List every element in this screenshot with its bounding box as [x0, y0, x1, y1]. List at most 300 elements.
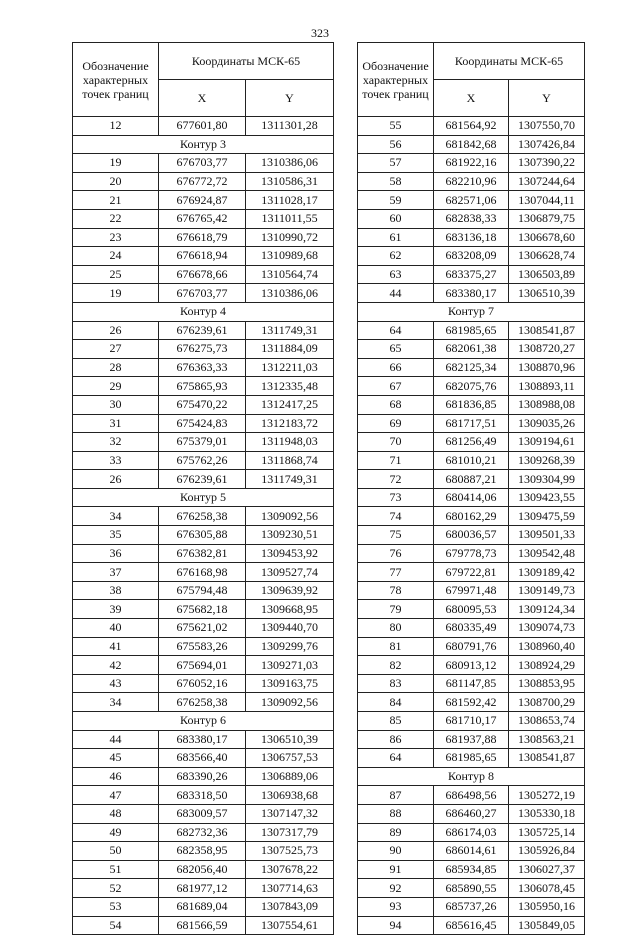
- y-coordinate: 1306503,89: [509, 265, 585, 284]
- table-row: [358, 265, 585, 284]
- y-coordinate: 1309189,42: [509, 563, 585, 582]
- point-number: 94: [358, 916, 434, 935]
- table-row: [358, 637, 585, 656]
- x-coordinate: 676703,77: [159, 284, 246, 303]
- x-coordinate: 681937,88: [434, 730, 509, 749]
- table-row: [73, 600, 334, 619]
- y-coordinate: 1309124,34: [509, 600, 585, 619]
- y-coordinate: 1311749,31: [246, 470, 334, 489]
- table-row: [73, 823, 334, 842]
- point-number: 70: [358, 433, 434, 452]
- point-number: 36: [73, 544, 159, 563]
- point-number: 86: [358, 730, 434, 749]
- point-number: 28: [73, 358, 159, 377]
- table-row: [73, 451, 334, 470]
- x-coordinate: 681710,17: [434, 712, 509, 731]
- x-coordinate: 677601,80: [159, 117, 246, 136]
- y-coordinate: 1310990,72: [246, 228, 334, 247]
- y-coordinate: 1305926,84: [509, 842, 585, 861]
- point-number: 22: [73, 209, 159, 228]
- x-coordinate: 680414,06: [434, 488, 509, 507]
- y-coordinate: 1305330,18: [509, 804, 585, 823]
- point-number: 43: [73, 674, 159, 693]
- x-coordinate: 676382,81: [159, 544, 246, 563]
- table-row: [358, 804, 585, 823]
- y-coordinate: 1309668,95: [246, 600, 334, 619]
- x-coordinate: 676239,61: [159, 470, 246, 489]
- x-header: X: [434, 80, 509, 117]
- table-row: [358, 619, 585, 638]
- table-row: [73, 209, 334, 228]
- x-coordinate: 680887,21: [434, 470, 509, 489]
- y-coordinate: 1306628,74: [509, 247, 585, 266]
- table-row: [73, 321, 334, 340]
- x-coordinate: 676678,66: [159, 265, 246, 284]
- table-row: [73, 674, 334, 693]
- table-row: [358, 488, 585, 507]
- y-coordinate: 1309194,61: [509, 433, 585, 452]
- point-number: 48: [73, 804, 159, 823]
- y-coordinate: 1305849,05: [509, 916, 585, 935]
- x-coordinate: 682571,06: [434, 191, 509, 210]
- table-row: [358, 358, 585, 377]
- point-number: 76: [358, 544, 434, 563]
- table-row: [358, 135, 585, 154]
- table-row: [358, 860, 585, 879]
- y-coordinate: 1308870,96: [509, 358, 585, 377]
- y-coordinate: 1307678,22: [246, 860, 334, 879]
- point-number: 77: [358, 563, 434, 582]
- table-body-left: [73, 117, 334, 935]
- x-coordinate: 676618,79: [159, 228, 246, 247]
- table-row: [358, 897, 585, 916]
- x-coordinate: 676052,16: [159, 674, 246, 693]
- y-coordinate: 1309035,26: [509, 414, 585, 433]
- table-row: [73, 804, 334, 823]
- table-row: [73, 693, 334, 712]
- x-coordinate: 676258,38: [159, 693, 246, 712]
- y-coordinate: 1311749,31: [246, 321, 334, 340]
- x-coordinate: 680913,12: [434, 656, 509, 675]
- y-coordinate: 1306938,68: [246, 786, 334, 805]
- table-row: [358, 823, 585, 842]
- y-coordinate: 1309453,92: [246, 544, 334, 563]
- y-coordinate: 1308988,08: [509, 395, 585, 414]
- table-row: [358, 247, 585, 266]
- point-number: 56: [358, 135, 434, 154]
- y-coordinate: 1310386,06: [246, 284, 334, 303]
- y-coordinate: 1312335,48: [246, 377, 334, 396]
- point-number: 24: [73, 247, 159, 266]
- x-coordinate: 682732,36: [159, 823, 246, 842]
- x-coordinate: 682838,33: [434, 209, 509, 228]
- y-coordinate: 1308563,21: [509, 730, 585, 749]
- y-coordinate: 1309304,99: [509, 470, 585, 489]
- y-coordinate: 1309501,33: [509, 526, 585, 545]
- contour-label: Контур 6: [73, 712, 334, 731]
- y-coordinate: 1307554,61: [246, 916, 334, 935]
- x-coordinate: 675865,93: [159, 377, 246, 396]
- x-coordinate: 680335,49: [434, 619, 509, 638]
- point-number: 58: [358, 172, 434, 191]
- table-row: [358, 879, 585, 898]
- point-number: 44: [73, 730, 159, 749]
- table-row: [358, 321, 585, 340]
- x-coordinate: 676618,94: [159, 247, 246, 266]
- x-coordinate: 683566,40: [159, 749, 246, 768]
- point-number: 82: [358, 656, 434, 675]
- x-coordinate: 679778,73: [434, 544, 509, 563]
- contour-row: [358, 767, 585, 786]
- point-number: 25: [73, 265, 159, 284]
- y-coordinate: 1311301,28: [246, 117, 334, 136]
- x-coordinate: 685737,26: [434, 897, 509, 916]
- x-header: X: [159, 80, 246, 117]
- table-row: [73, 544, 334, 563]
- point-number: 81: [358, 637, 434, 656]
- table-row: [73, 526, 334, 545]
- x-coordinate: 681010,21: [434, 451, 509, 470]
- y-coordinate: 1309149,73: [509, 581, 585, 600]
- point-number: 21: [73, 191, 159, 210]
- point-number: 57: [358, 154, 434, 173]
- x-coordinate: 686498,56: [434, 786, 509, 805]
- point-number: 60: [358, 209, 434, 228]
- y-coordinate: 1311011,55: [246, 209, 334, 228]
- y-coordinate: 1306879,75: [509, 209, 585, 228]
- table-row: [358, 842, 585, 861]
- x-coordinate: 675762,26: [159, 451, 246, 470]
- contour-label: Контур 8: [358, 767, 585, 786]
- x-coordinate: 681922,16: [434, 154, 509, 173]
- table-row: [358, 600, 585, 619]
- y-coordinate: 1309475,59: [509, 507, 585, 526]
- x-coordinate: 676363,33: [159, 358, 246, 377]
- point-number: 80: [358, 619, 434, 638]
- table-row: [73, 414, 334, 433]
- y-coordinate: 1309440,70: [246, 619, 334, 638]
- point-number: 45: [73, 749, 159, 768]
- point-number: 38: [73, 581, 159, 600]
- table-row: [73, 860, 334, 879]
- y-coordinate: 1306027,37: [509, 860, 585, 879]
- x-coordinate: 683375,27: [434, 265, 509, 284]
- x-coordinate: 683136,18: [434, 228, 509, 247]
- y-coordinate: 1307390,22: [509, 154, 585, 173]
- point-number: 47: [73, 786, 159, 805]
- point-number: 66: [358, 358, 434, 377]
- y-coordinate: 1309230,51: [246, 526, 334, 545]
- x-coordinate: 681977,12: [159, 879, 246, 898]
- table-row: [73, 191, 334, 210]
- x-coordinate: 675682,18: [159, 600, 246, 619]
- table-row: [73, 637, 334, 656]
- y-coordinate: 1311884,09: [246, 340, 334, 359]
- x-coordinate: 681592,42: [434, 693, 509, 712]
- y-coordinate: 1307525,73: [246, 842, 334, 861]
- y-coordinate: 1309271,03: [246, 656, 334, 675]
- y-coordinate: 1308924,29: [509, 656, 585, 675]
- table-row: [73, 340, 334, 359]
- point-number: 74: [358, 507, 434, 526]
- y-coordinate: 1308893,11: [509, 377, 585, 396]
- point-number: 12: [73, 117, 159, 136]
- y-coordinate: 1305725,14: [509, 823, 585, 842]
- table-row: [358, 470, 585, 489]
- y-header: Y: [246, 80, 334, 117]
- point-number: 69: [358, 414, 434, 433]
- x-coordinate: 681985,65: [434, 321, 509, 340]
- y-coordinate: 1306510,39: [246, 730, 334, 749]
- y-coordinate: 1310386,06: [246, 154, 334, 173]
- designation-header: Обозначение характерных точек границ: [73, 43, 159, 117]
- x-coordinate: 681566,59: [159, 916, 246, 935]
- point-number: 33: [73, 451, 159, 470]
- y-coordinate: 1307550,70: [509, 117, 585, 136]
- point-number: 23: [73, 228, 159, 247]
- contour-row: [73, 712, 334, 731]
- x-coordinate: 679971,48: [434, 581, 509, 600]
- x-coordinate: 686460,27: [434, 804, 509, 823]
- y-coordinate: 1308541,87: [509, 749, 585, 768]
- point-number: 73: [358, 488, 434, 507]
- point-number: 67: [358, 377, 434, 396]
- x-coordinate: 682061,38: [434, 340, 509, 359]
- x-coordinate: 683380,17: [434, 284, 509, 303]
- table-row: [73, 395, 334, 414]
- point-number: 26: [73, 470, 159, 489]
- contour-label: Контур 7: [358, 302, 585, 321]
- point-number: 34: [73, 693, 159, 712]
- table-row: [358, 433, 585, 452]
- point-number: 55: [358, 117, 434, 136]
- point-number: 62: [358, 247, 434, 266]
- table-row: [73, 172, 334, 191]
- table-row: [358, 674, 585, 693]
- table-row: [73, 897, 334, 916]
- x-coordinate: 681564,92: [434, 117, 509, 136]
- point-number: 83: [358, 674, 434, 693]
- x-coordinate: 676924,87: [159, 191, 246, 210]
- point-number: 39: [73, 600, 159, 619]
- y-coordinate: 1312183,72: [246, 414, 334, 433]
- x-coordinate: 679722,81: [434, 563, 509, 582]
- x-coordinate: 676275,73: [159, 340, 246, 359]
- y-coordinate: 1309092,56: [246, 693, 334, 712]
- y-coordinate: 1312417,25: [246, 395, 334, 414]
- contour-row: [73, 302, 334, 321]
- table-row: [73, 786, 334, 805]
- x-coordinate: 682056,40: [159, 860, 246, 879]
- table-row: [73, 507, 334, 526]
- table-row: [358, 154, 585, 173]
- x-coordinate: 680162,29: [434, 507, 509, 526]
- table-row: [73, 916, 334, 935]
- point-number: 42: [73, 656, 159, 675]
- point-number: 90: [358, 842, 434, 861]
- y-coordinate: 1307147,32: [246, 804, 334, 823]
- table-row: [358, 712, 585, 731]
- x-coordinate: 680095,53: [434, 600, 509, 619]
- point-number: 50: [73, 842, 159, 861]
- table-row: [73, 842, 334, 861]
- point-number: 59: [358, 191, 434, 210]
- coordinates-table-left: [72, 42, 334, 935]
- y-coordinate: 1306889,06: [246, 767, 334, 786]
- contour-row: [73, 488, 334, 507]
- table-row: [73, 749, 334, 768]
- point-number: 30: [73, 395, 159, 414]
- point-number: 64: [358, 321, 434, 340]
- y-coordinate: 1306757,53: [246, 749, 334, 768]
- y-coordinate: 1309299,76: [246, 637, 334, 656]
- point-number: 79: [358, 600, 434, 619]
- y-coordinate: 1309092,56: [246, 507, 334, 526]
- y-coordinate: 1311948,03: [246, 433, 334, 452]
- table-row: [358, 563, 585, 582]
- x-coordinate: 681717,51: [434, 414, 509, 433]
- x-coordinate: 675583,26: [159, 637, 246, 656]
- contour-row: [358, 302, 585, 321]
- table-row: [73, 284, 334, 303]
- table-row: [358, 544, 585, 563]
- x-coordinate: 676703,77: [159, 154, 246, 173]
- table-row: [73, 470, 334, 489]
- x-coordinate: 676168,98: [159, 563, 246, 582]
- table-row: [73, 730, 334, 749]
- x-coordinate: 686174,03: [434, 823, 509, 842]
- x-coordinate: 683390,26: [159, 767, 246, 786]
- point-number: 32: [73, 433, 159, 452]
- coordinates-header: Координаты МСК-65: [159, 43, 334, 80]
- y-coordinate: 1308653,74: [509, 712, 585, 731]
- designation-header: Обозначение характерных точек границ: [358, 43, 434, 117]
- x-coordinate: 680791,76: [434, 637, 509, 656]
- x-coordinate: 676772,72: [159, 172, 246, 191]
- point-number: 54: [73, 916, 159, 935]
- y-coordinate: 1306678,60: [509, 228, 585, 247]
- point-number: 27: [73, 340, 159, 359]
- point-number: 84: [358, 693, 434, 712]
- point-number: 35: [73, 526, 159, 545]
- table-row: [358, 340, 585, 359]
- table-row: [358, 581, 585, 600]
- x-coordinate: 681985,65: [434, 749, 509, 768]
- table-row: [73, 358, 334, 377]
- point-number: 68: [358, 395, 434, 414]
- y-coordinate: 1308541,87: [509, 321, 585, 340]
- table-row: [358, 916, 585, 935]
- table-row: [73, 247, 334, 266]
- x-coordinate: 675379,01: [159, 433, 246, 452]
- point-number: 31: [73, 414, 159, 433]
- point-number: 65: [358, 340, 434, 359]
- table-row: [358, 526, 585, 545]
- y-coordinate: 1310586,31: [246, 172, 334, 191]
- table-row: [358, 693, 585, 712]
- x-coordinate: 681147,85: [434, 674, 509, 693]
- coordinates-header: Координаты МСК-65: [434, 43, 585, 80]
- y-coordinate: 1307317,79: [246, 823, 334, 842]
- point-number: 85: [358, 712, 434, 731]
- point-number: 51: [73, 860, 159, 879]
- table-row: [358, 172, 585, 191]
- x-coordinate: 683318,50: [159, 786, 246, 805]
- table-row: [73, 228, 334, 247]
- table-row: [73, 656, 334, 675]
- y-coordinate: 1311868,74: [246, 451, 334, 470]
- point-number: 20: [73, 172, 159, 191]
- contour-label: Контур 3: [73, 135, 334, 154]
- table-row: [358, 656, 585, 675]
- table-row: [358, 117, 585, 136]
- table-row: [358, 414, 585, 433]
- page-number: 323: [311, 26, 329, 40]
- y-coordinate: 1309423,55: [509, 488, 585, 507]
- y-coordinate: 1305272,19: [509, 786, 585, 805]
- x-coordinate: 680036,57: [434, 526, 509, 545]
- table-row: [73, 879, 334, 898]
- table-row: [73, 619, 334, 638]
- x-coordinate: 676305,88: [159, 526, 246, 545]
- point-number: 26: [73, 321, 159, 340]
- coordinates-table-right: [357, 42, 585, 935]
- table-row: [358, 209, 585, 228]
- contour-label: Контур 5: [73, 488, 334, 507]
- x-coordinate: 675621,02: [159, 619, 246, 638]
- table-row: [358, 395, 585, 414]
- x-coordinate: 683208,09: [434, 247, 509, 266]
- point-number: 71: [358, 451, 434, 470]
- y-coordinate: 1311028,17: [246, 191, 334, 210]
- y-coordinate: 1308853,95: [509, 674, 585, 693]
- y-header: Y: [509, 80, 585, 117]
- point-number: 37: [73, 563, 159, 582]
- table-body-right: [358, 117, 585, 935]
- y-coordinate: 1308720,27: [509, 340, 585, 359]
- y-coordinate: 1306078,45: [509, 879, 585, 898]
- x-coordinate: 675694,01: [159, 656, 246, 675]
- y-coordinate: 1307426,84: [509, 135, 585, 154]
- point-number: 93: [358, 897, 434, 916]
- x-coordinate: 682358,95: [159, 842, 246, 861]
- x-coordinate: 685934,85: [434, 860, 509, 879]
- y-coordinate: 1307843,09: [246, 897, 334, 916]
- point-number: 19: [73, 284, 159, 303]
- point-number: 41: [73, 637, 159, 656]
- y-coordinate: 1309527,74: [246, 563, 334, 582]
- x-coordinate: 676258,38: [159, 507, 246, 526]
- point-number: 34: [73, 507, 159, 526]
- x-coordinate: 675794,48: [159, 581, 246, 600]
- point-number: 61: [358, 228, 434, 247]
- y-coordinate: 1309542,48: [509, 544, 585, 563]
- point-number: 91: [358, 860, 434, 879]
- table-row: [358, 284, 585, 303]
- x-coordinate: 685890,55: [434, 879, 509, 898]
- table-row: [358, 191, 585, 210]
- x-coordinate: 685616,45: [434, 916, 509, 935]
- x-coordinate: 681842,68: [434, 135, 509, 154]
- point-number: 44: [358, 284, 434, 303]
- x-coordinate: 686014,61: [434, 842, 509, 861]
- contour-row: [73, 135, 334, 154]
- point-number: 87: [358, 786, 434, 805]
- x-coordinate: 683009,57: [159, 804, 246, 823]
- table-row: [358, 730, 585, 749]
- point-number: 88: [358, 804, 434, 823]
- point-number: 75: [358, 526, 434, 545]
